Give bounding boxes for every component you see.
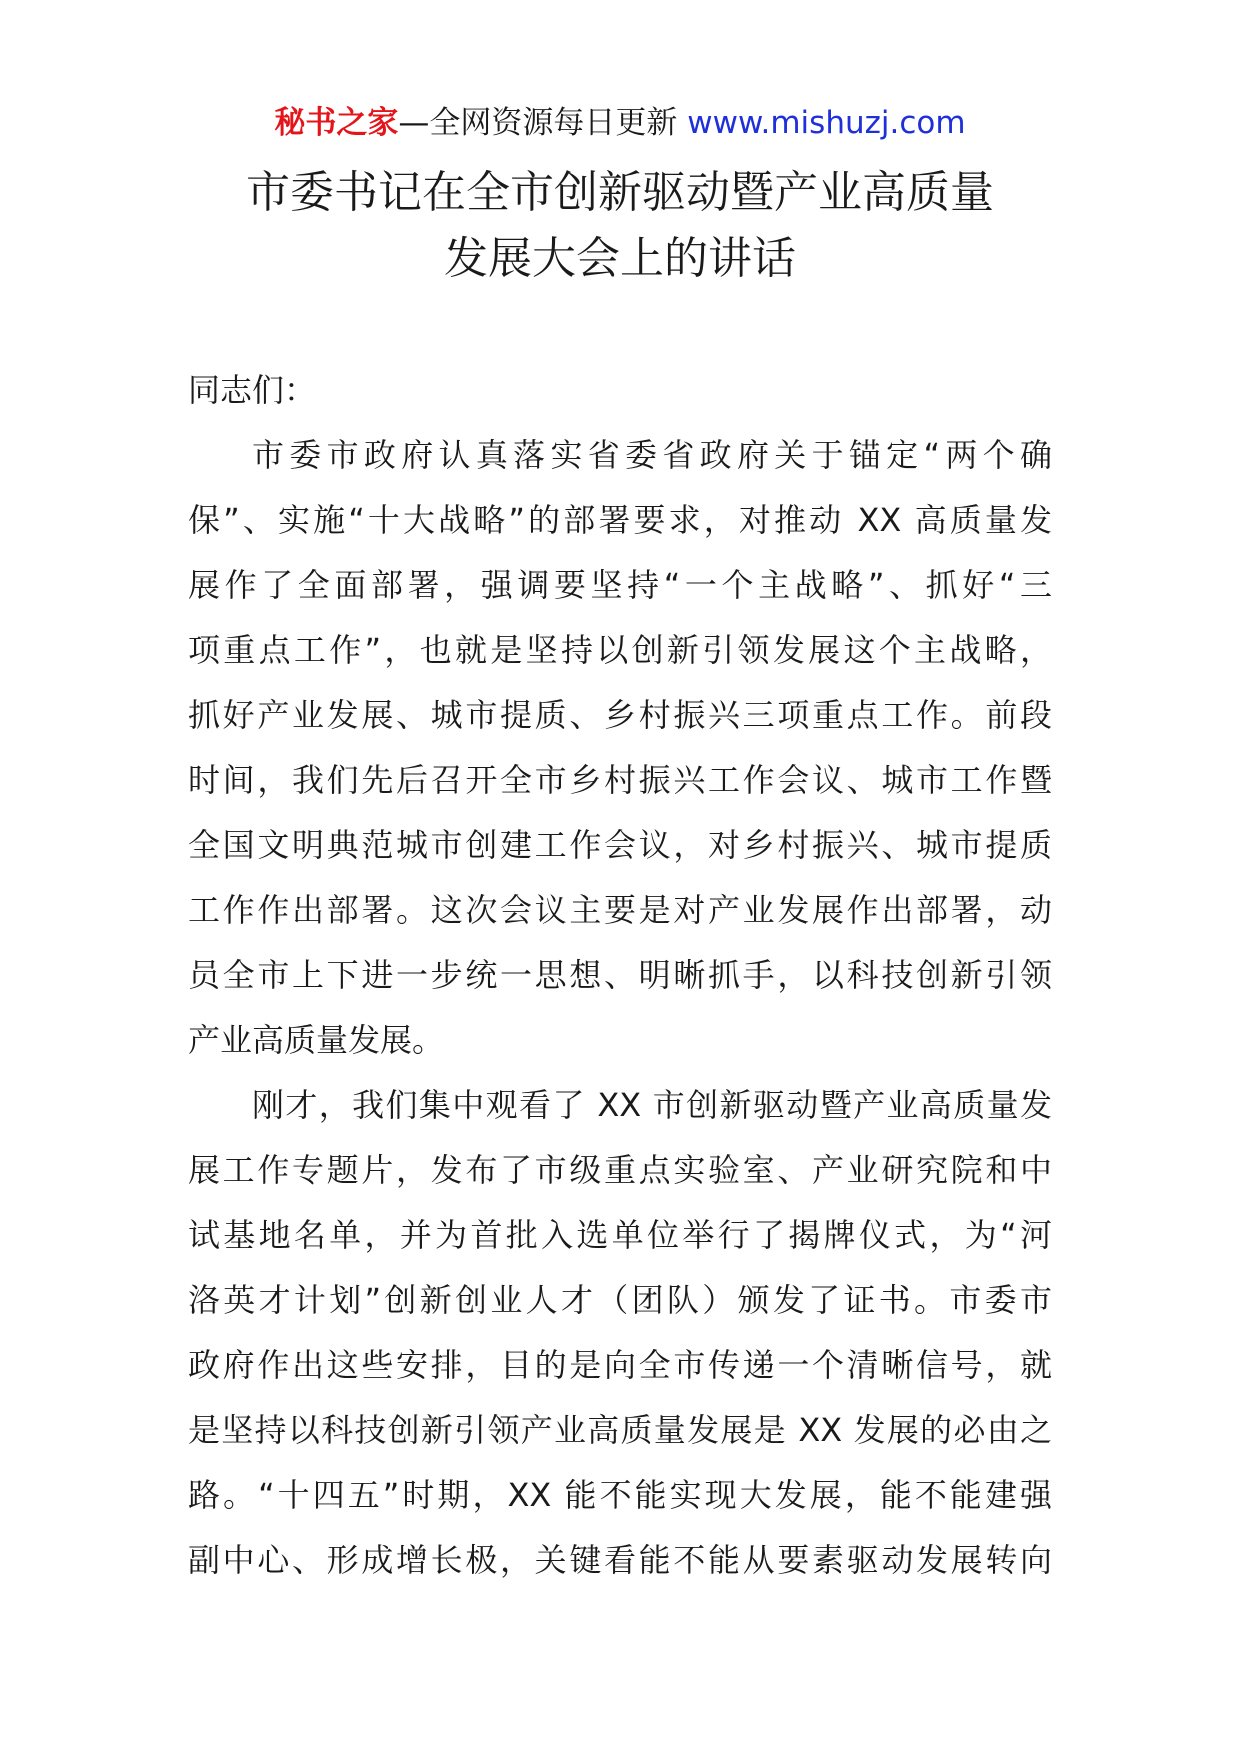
paragraph-1-line: 项重点工作”，也就是坚持以创新引领发展这个主战略， bbox=[188, 631, 1052, 669]
paragraph-2-line: 展工作专题片，发布了市级重点实验室、产业研究院和中 bbox=[188, 1151, 1052, 1189]
paragraph-2-line: 副中心、形成增长极，关键看能不能从要素驱动发展转向 bbox=[188, 1541, 1052, 1579]
paragraph-1-line: 工作作出部署。这次会议主要是对产业发展作出部署，动 bbox=[188, 891, 1052, 929]
paragraph-1-line: 产业高质量发展。 bbox=[188, 1021, 445, 1059]
paragraph-1-line: 抓好产业发展、城市提质、乡村振兴三项重点工作。前段 bbox=[188, 696, 1052, 734]
salutation: 同志们： bbox=[188, 371, 317, 409]
paragraph-2-line: 洛英才计划”创新创业人才（团队）颁发了证书。市委市 bbox=[188, 1281, 1052, 1319]
website-link[interactable]: www.mishuzj.com bbox=[687, 105, 966, 141]
header-slogan: —全网资源每日更新 bbox=[398, 105, 678, 141]
header-banner bbox=[0, 103, 1240, 143]
paragraph-1-line: 保”、实施“十大战略”的部署要求，对推动 XX 高质量发 bbox=[188, 501, 1052, 539]
document-body bbox=[188, 358, 1052, 1593]
paragraph-1-line: 全国文明典范城市创建工作会议，对乡村振兴、城市提质 bbox=[188, 826, 1052, 864]
paragraph-2-line: 是坚持以科技创新引领产业高质量发展是 XX 发展的必由之 bbox=[188, 1411, 1052, 1449]
paragraph-1-line: 市委市政府认真落实省委省政府关于锚定“两个确 bbox=[252, 436, 1052, 474]
paragraph-1-line: 展作了全面部署，强调要坚持“一个主战略”、抓好“三 bbox=[188, 566, 1052, 604]
paragraph-2-line: 政府作出这些安排，目的是向全市传递一个清晰信号，就 bbox=[188, 1346, 1052, 1384]
brand-name: 秘书之家 bbox=[274, 105, 399, 141]
paragraph-1-line: 员全市上下进一步统一思想、明晰抓手，以科技创新引领 bbox=[188, 956, 1052, 994]
document-title-line-2: 发展大会上的讲话 bbox=[444, 233, 796, 284]
document-title-line-1: 市委书记在全市创新驱动暨产业高质量 bbox=[246, 167, 994, 218]
paragraph-2-line: 路。“十四五”时期，XX 能不能实现大发展，能不能建强 bbox=[188, 1476, 1052, 1514]
paragraph-2-line: 刚才，我们集中观看了 XX 市创新驱动暨产业高质量发 bbox=[252, 1086, 1052, 1124]
paragraph-1-line: 时间，我们先后召开全市乡村振兴工作会议、城市工作暨 bbox=[188, 761, 1052, 799]
paragraph-2-line: 试基地名单，并为首批入选单位举行了揭牌仪式，为“河 bbox=[188, 1216, 1052, 1254]
